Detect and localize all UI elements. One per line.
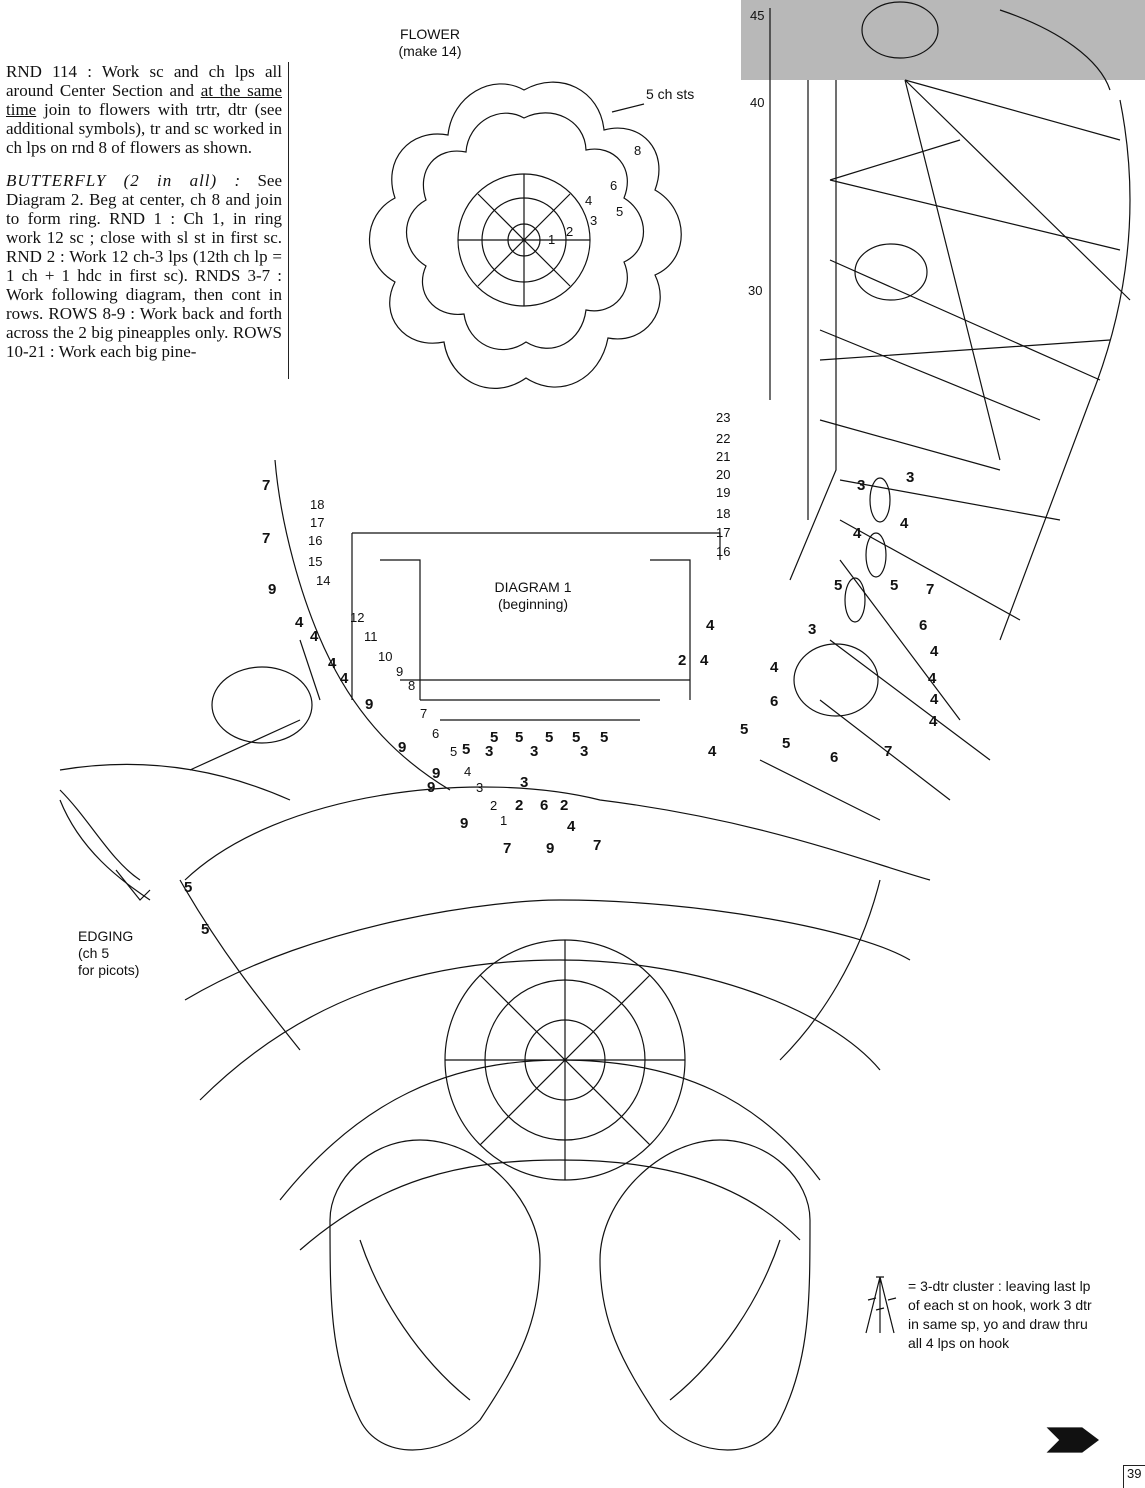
stitch-count: 7 [262, 477, 271, 494]
stitch-count: 2 [515, 797, 524, 814]
stitch-count: 9 [460, 815, 469, 832]
row-number: 17 [716, 525, 731, 540]
row-number: 10 [378, 649, 393, 664]
round-number: 4 [585, 193, 593, 208]
stitch-count: 4 [930, 691, 939, 708]
stitch-count: 7 [884, 743, 893, 760]
instruction-text: join to flowers with trtr, dtr (see additional symbols), tr and sc worked in ch lps on rnd 8 of flowers as shown. [6, 100, 283, 157]
left-row-numbers [308, 497, 507, 828]
stitch-count: 9 [398, 739, 407, 756]
stitch-count: 4 [930, 643, 939, 660]
row-number: 18 [716, 506, 731, 521]
stitch-count: 4 [929, 713, 938, 730]
row-number: 12 [350, 610, 365, 625]
stitch-count: 6 [919, 617, 928, 634]
row-number: 11 [364, 629, 378, 644]
edging-title: EDGING [78, 928, 134, 944]
stitch-count: 5 [184, 879, 193, 896]
row-number: 18 [310, 497, 325, 512]
round-number: 6 [610, 178, 618, 193]
row-number: 15 [308, 554, 323, 569]
continue-arrow-icon [1048, 1428, 1098, 1452]
stitch-count: 4 [310, 628, 319, 645]
stitch-count: 6 [540, 797, 549, 814]
row-number: 3 [476, 780, 484, 795]
row-number: 17 [310, 515, 325, 530]
stitch-count: 4 [340, 670, 349, 687]
legend-text: = 3-dtr cluster : leaving last lp of each st on hook, work 3 dtr in same sp, yo and draw thru all 4 lps on hook [908, 1278, 1092, 1351]
row-number: 16 [716, 544, 731, 559]
row-number: 21 [716, 449, 731, 464]
stitch-count: 5 [462, 741, 471, 758]
stitch-count: 5 [490, 729, 499, 746]
stitch-count: 2 [678, 652, 687, 669]
stitch-count: 5 [740, 721, 749, 738]
stitch-count: 5 [834, 577, 843, 594]
row-number: 16 [308, 533, 323, 548]
stitch-count: 5 [545, 729, 554, 746]
row-number: 19 [716, 485, 731, 500]
row-number: 20 [716, 467, 731, 482]
butterfly-heading: BUTTERFLY (2 in all) : [6, 171, 242, 190]
stitch-count: 6 [770, 693, 779, 710]
stitch-count: 4 [567, 818, 576, 835]
stitch-count: 3 [530, 743, 539, 760]
stitch-count: 6 [830, 749, 839, 766]
stitch-count: 7 [926, 581, 935, 598]
row-number: 8 [408, 678, 416, 693]
callout-line [612, 104, 644, 112]
center-section [60, 460, 930, 1250]
stitch-count: 3 [857, 477, 866, 494]
flower-motif [369, 82, 681, 388]
stitch-count: 4 [853, 525, 862, 542]
stitch-count: 5 [890, 577, 899, 594]
stitch-count: 5 [600, 729, 609, 746]
flower-callout: 5 ch sts [646, 86, 695, 102]
stitch-count: 5 [572, 729, 581, 746]
stitch-count: 4 [928, 670, 937, 687]
flower-subtitle: (make 14) [398, 43, 462, 59]
stitch-count: 5 [201, 921, 210, 938]
instruction-text: RND 114 : Work sc and ch lps all around Center Section and [6, 62, 282, 100]
bold-numbers [184, 469, 939, 938]
row-number-30: 30 [748, 283, 763, 298]
stitch-count: 2 [560, 797, 569, 814]
instruction-emphasis: at the same time [6, 81, 283, 119]
stitch-count: 3 [520, 774, 529, 791]
stitch-count: 4 [708, 743, 717, 760]
stitch-count: 5 [515, 729, 524, 746]
row-number: 22 [716, 431, 731, 446]
stitch-count: 4 [295, 614, 304, 631]
row-number: 4 [464, 764, 472, 779]
stitch-count: 5 [782, 735, 791, 752]
row-number: 9 [396, 664, 404, 679]
row-number: 14 [316, 573, 331, 588]
round-number: 8 [634, 143, 642, 158]
row-number: 1 [500, 813, 508, 828]
stitch-count: 9 [427, 779, 436, 796]
round-number: 5 [616, 204, 624, 219]
stitch-count: 3 [580, 743, 589, 760]
stitch-count: 9 [268, 581, 277, 598]
row-number-40: 40 [750, 95, 765, 110]
stitch-count: 4 [706, 617, 715, 634]
page-number: 39 [1123, 1465, 1145, 1488]
stitch-count: 9 [546, 840, 555, 857]
stitch-count: 7 [262, 530, 271, 547]
stitch-count: 4 [700, 652, 709, 669]
stitch-count: 3 [906, 469, 915, 486]
row-number: 6 [432, 726, 440, 741]
round-number: 3 [590, 213, 598, 228]
instruction-text: See Diagram 2. Beg at center, ch 8 and join to form ring. RND 1 : Ch 1, in ring work 12 sc ; close with sl st in first sc. RND 2 : Work 12 ch-3 lps (12th ch lp = 1 ch + 1 hdc in first sc). RNDS 3-7 : Work following diagram, then cont in rows. ROWS 8-9 : Work back and forth across the 2 big pineapples only. ROWS 10-21 : Work each big pine- [6, 171, 283, 361]
round-number: 2 [566, 224, 574, 239]
row-number: 23 [716, 410, 731, 425]
row-number: 7 [420, 706, 428, 721]
round-number: 1 [548, 232, 556, 247]
stitch-count: 7 [593, 837, 602, 854]
stitch-count: 9 [365, 696, 374, 713]
diagram-subtitle: (beginning) [497, 596, 569, 612]
shaded-repeat-block [741, 0, 1145, 80]
edging-pointer [60, 790, 150, 900]
stitch-count: 3 [485, 743, 494, 760]
stitch-count: 4 [900, 515, 909, 532]
stitch-count: 9 [432, 765, 441, 782]
stitch-count: 7 [503, 840, 512, 857]
flower-title: FLOWER [400, 26, 460, 42]
edging-note: for picots) [78, 962, 140, 978]
row-number: 5 [450, 744, 458, 759]
stitch-count: 3 [808, 621, 817, 638]
row-number-45: 45 [750, 8, 765, 23]
stitch-count: 4 [328, 655, 337, 672]
diagram-title: DIAGRAM 1 [494, 579, 572, 595]
row-number: 2 [490, 798, 498, 813]
edging-note: (ch 5 [78, 945, 110, 961]
stitch-count: 4 [770, 659, 779, 676]
cluster-symbol-icon [866, 1277, 896, 1333]
